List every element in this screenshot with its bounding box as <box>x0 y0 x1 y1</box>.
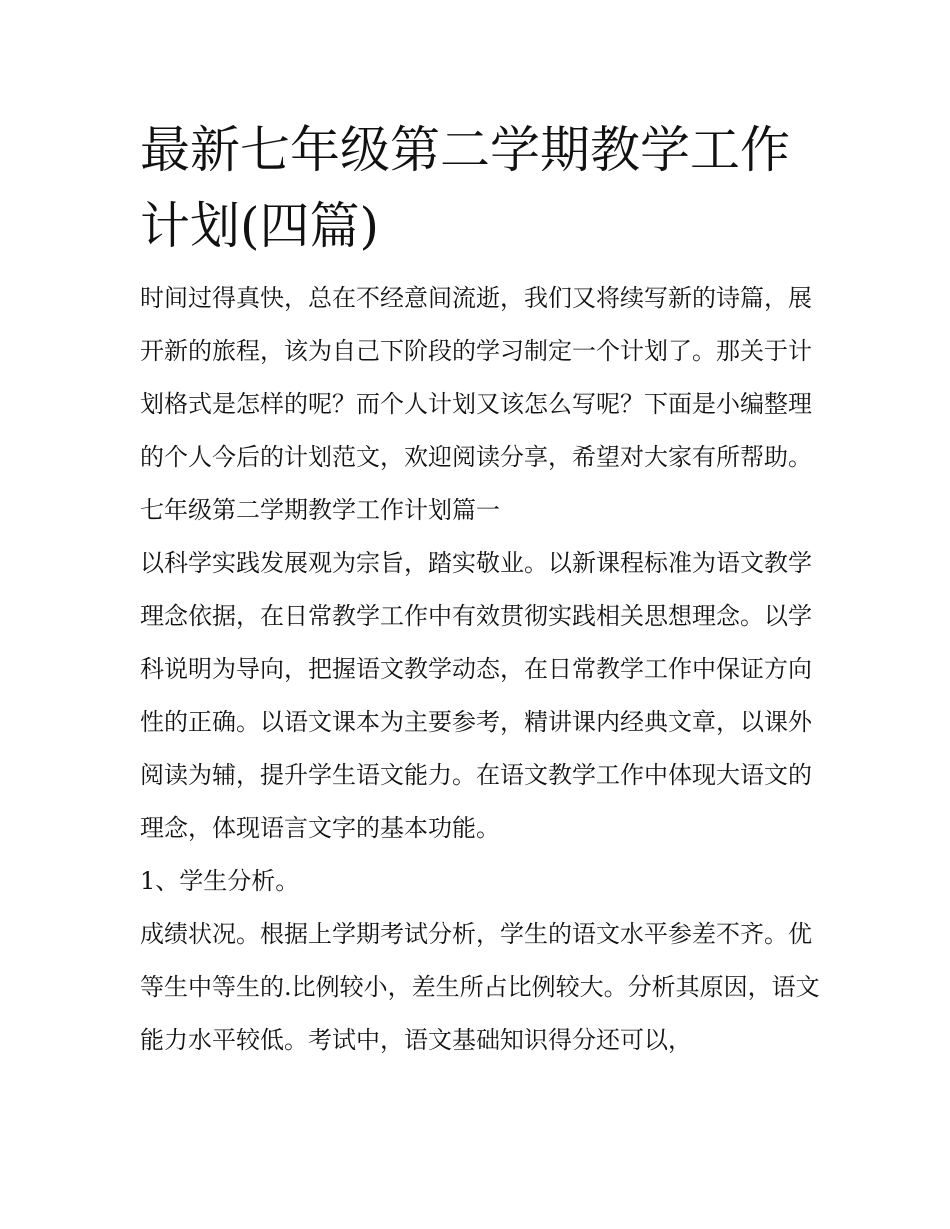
intro-paragraph: 时间过得真快，总在不经意间流逝，我们又将续写新的诗篇，展开新的旅程，该为自己下阶段的学习制定一个计划了。那关于计划格式是怎样的呢？而个人计划又该怎么写呢？下面是小编整理的个人今后的计划范文，欢迎阅读分享，希望对大家有所帮助。 <box>140 284 812 471</box>
document-title: 最新七年级第二学期教学工作计划(四篇) <box>140 121 790 255</box>
body-paragraph: 成绩状况。根据上学期考试分析，学生的语文水平参差不齐。优等生中等生的.比例较小，差生所占比例较大。分析其原因，语文能力水平较低。考试中，语文基础知识得分还可以， <box>140 920 820 1054</box>
section-heading: 七年级第二学期教学工作计划篇一 <box>140 496 500 524</box>
body-paragraph: 以科学实践发展观为宗旨，踏实敬业。以新课程标准为语文教学理念依据，在日常教学工作中有效贯彻实践相关思想理念。以学科说明为导向，把握语文教学动态，在日常教学工作中保证方向性的正确。以语文课本为主要参考，精讲课内经典文章，以课外阅读为辅，提升学生语文能力。在语文教学工作中体现大语文的理念，体现语言文字的基本功能。 <box>140 549 812 842</box>
subsection-heading: 1、学生分析。 <box>140 867 300 895</box>
document-page <box>140 112 820 1067</box>
